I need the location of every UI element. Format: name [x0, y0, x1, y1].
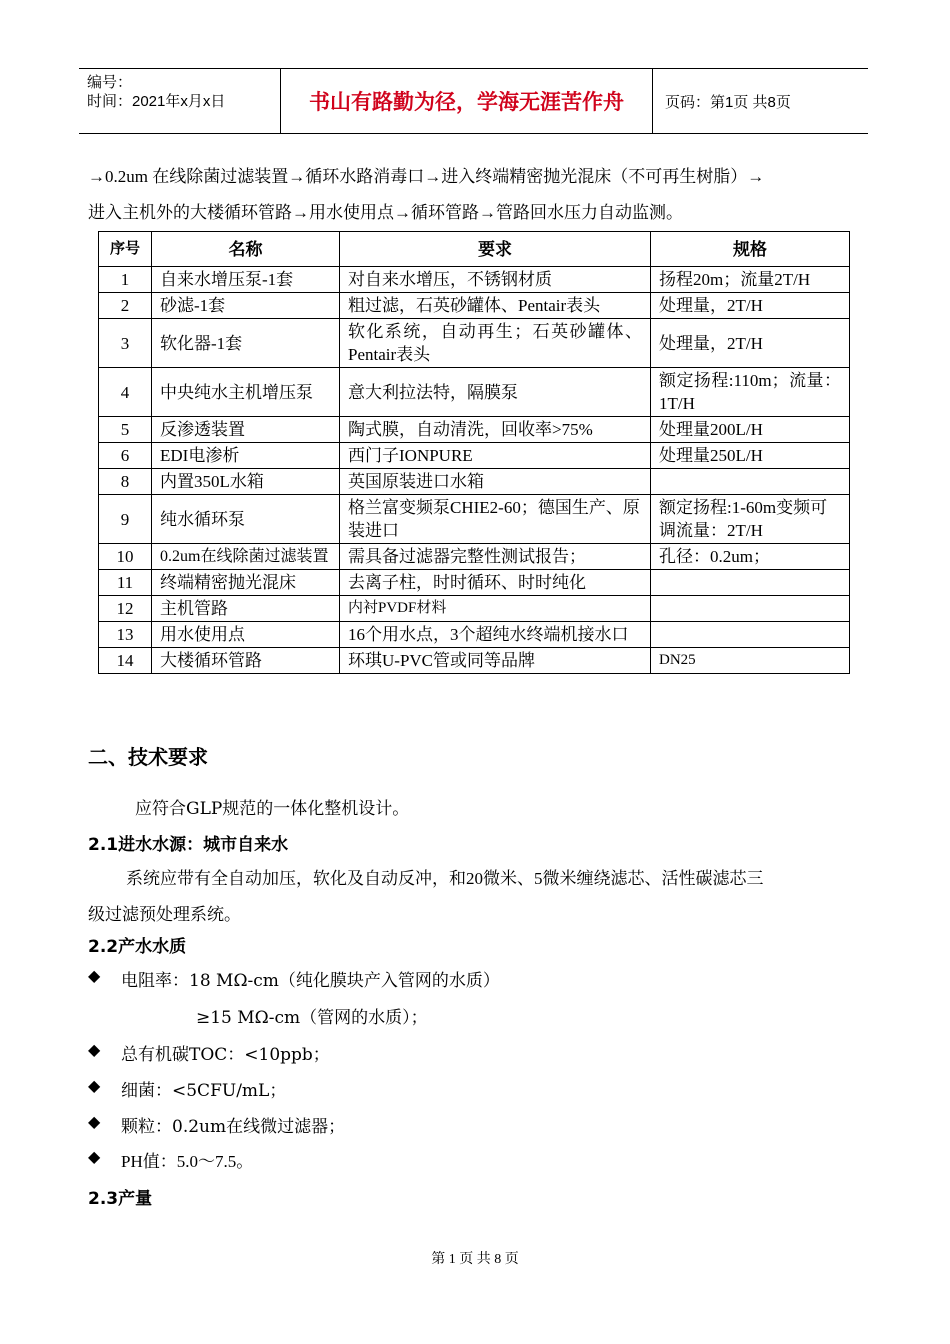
cell-spec: 额定扬程:1-60m变频可调流量：2T/H — [651, 495, 850, 544]
equipment-table — [98, 231, 850, 674]
intro-line-1: →0.2um 在线除菌过滤装置→循环水路消毒口→进入终端精密抛光混床（不可再生树脂）→ — [88, 167, 765, 186]
cell-spec: 处理量200L/H — [651, 417, 850, 443]
cell-name: 用水使用点 — [152, 622, 340, 648]
list-item-text: 电阻率：18 MΩ-cm（纯化膜块产入管网的水质） — [121, 971, 500, 991]
cell-spec: 扬程20m；流量2T/H — [651, 267, 850, 293]
table-row — [99, 267, 850, 293]
cell-index: 13 — [99, 622, 152, 648]
section-2-3-title: 2.3产量 — [88, 1189, 153, 1209]
cell-requirement: 需具备过滤器完整性测试报告； — [340, 544, 651, 570]
cell-spec — [651, 622, 850, 648]
table-row — [99, 319, 850, 368]
cell-index: 5 — [99, 417, 152, 443]
cell-requirement: 西门子IONPURE — [340, 443, 651, 469]
cell-name: 自来水增压泵-1套 — [152, 267, 340, 293]
table-header-row — [99, 232, 850, 267]
diamond-bullet-icon: ◆ — [88, 1149, 101, 1166]
diamond-bullet-icon: ◆ — [88, 1112, 101, 1131]
intro-line-2: 进入主机外的大楼循环管路→用水使用点→循环管路→管路回水压力自动监测。 — [88, 203, 683, 222]
cell-requirement: 对自来水增压，不锈钢材质 — [340, 267, 651, 293]
table-row — [99, 417, 850, 443]
list-item-text: 颗粒：0.2um在线微过滤器； — [121, 1117, 346, 1137]
cell-spec: 孔径：0.2um； — [651, 544, 850, 570]
section-2-intro: 应符合GLP规范的一体化整机设计。 — [135, 799, 410, 819]
table-row — [99, 648, 850, 674]
cell-requirement: 软化系统，自动再生；石英砂罐体、Pentair表头 — [340, 319, 651, 368]
cell-index: 14 — [99, 648, 152, 674]
table-row — [99, 469, 850, 495]
cell-name: 主机管路 — [152, 596, 340, 622]
cell-spec — [651, 469, 850, 495]
section-2-1-title: 2.1进水水源：城市自来水 — [88, 835, 289, 855]
cell-spec: 处理量250L/H — [651, 443, 850, 469]
table-row — [99, 293, 850, 319]
table-row — [99, 570, 850, 596]
cell-spec: DN25 — [651, 648, 850, 674]
col-header-name: 名称 — [152, 232, 340, 267]
list-item-text: 细菌：<5CFU/mL； — [121, 1081, 287, 1101]
cell-name: 大楼循环管路 — [152, 648, 340, 674]
cell-index: 2 — [99, 293, 152, 319]
cell-name: 纯水循环泵 — [152, 495, 340, 544]
cell-name: 内置350L水箱 — [152, 469, 340, 495]
table-row — [99, 544, 850, 570]
cell-index: 3 — [99, 319, 152, 368]
document-number: 编号： — [87, 74, 133, 91]
table-row — [99, 596, 850, 622]
cell-name: 软化器-1套 — [152, 319, 340, 368]
list-item — [88, 1076, 286, 1101]
cell-requirement: 格兰富变频泵CHIE2-60；德国生产、原装进口 — [340, 495, 651, 544]
cell-spec: 处理量，2T/H — [651, 319, 850, 368]
cell-spec — [651, 570, 850, 596]
cell-name: EDI电渗析 — [152, 443, 340, 469]
col-header-spec: 规格 — [651, 232, 850, 267]
cell-requirement: 英国原装进口水箱 — [340, 469, 651, 495]
table-row — [99, 443, 850, 469]
page-header — [79, 68, 868, 134]
cell-requirement: 环琪U-PVC管或同等品牌 — [340, 648, 651, 674]
cell-index: 4 — [99, 368, 152, 417]
cell-name: 中央纯水主机增压泵 — [152, 368, 340, 417]
cell-index: 10 — [99, 544, 152, 570]
document-date: 时间：2021年x月x日 — [87, 93, 226, 110]
list-item — [88, 1112, 345, 1137]
section-2-1-line-1: 系统应带有全自动加压，软化及自动反冲，和20微米、5微米缠绕滤芯、活性碳滤芯三 — [126, 869, 764, 888]
cell-name: 终端精密抛光混床 — [152, 570, 340, 596]
cell-name: 砂滤-1套 — [152, 293, 340, 319]
cell-spec: 处理量，2T/H — [651, 293, 850, 319]
page-footer: 第 1 页 共 8 页 — [431, 1252, 519, 1267]
list-item — [88, 1040, 330, 1065]
cell-index: 11 — [99, 570, 152, 596]
section-2-2-title: 2.2产水水质 — [88, 937, 187, 957]
table-row — [99, 495, 850, 544]
col-header-requirement: 要求 — [340, 232, 651, 267]
list-item — [88, 966, 500, 991]
cell-name: 0.2um在线除菌过滤装置 — [152, 544, 340, 570]
cell-index: 12 — [99, 596, 152, 622]
header-meta — [79, 69, 281, 133]
list-item-text: 总有机碳TOC：<10ppb； — [121, 1045, 330, 1065]
col-header-index: 序号 — [99, 232, 152, 267]
table-row — [99, 368, 850, 417]
header-slogan: 书山有路勤为径，学海无涯苦作舟 — [281, 69, 653, 133]
cell-spec — [651, 596, 850, 622]
section-2-1-line-2: 级过滤预处理系统。 — [88, 905, 241, 924]
cell-requirement: 内衬PVDF材料 — [340, 596, 651, 622]
diamond-bullet-icon: ◆ — [88, 1076, 101, 1095]
list-item — [88, 1147, 253, 1172]
cell-requirement: 陶式膜，自动清洗，回收率>75% — [340, 417, 651, 443]
diamond-bullet-icon: ◆ — [88, 1040, 101, 1059]
cell-index: 1 — [99, 267, 152, 293]
cell-requirement: 粗过滤，石英砂罐体、Pentair表头 — [340, 293, 651, 319]
cell-index: 9 — [99, 495, 152, 544]
cell-index: 8 — [99, 469, 152, 495]
diamond-bullet-icon: ◆ — [88, 966, 101, 985]
cell-index: 6 — [99, 443, 152, 469]
header-page-number: 页码：第1页 共8页 — [665, 93, 791, 111]
cell-requirement: 去离子柱，时时循环、时时纯化 — [340, 570, 651, 596]
cell-name: 反渗透装置 — [152, 417, 340, 443]
table-row — [99, 622, 850, 648]
cell-requirement: 16个用水点，3个超纯水终端机接水口 — [340, 622, 651, 648]
list-item-continuation: ≥15 MΩ-cm（管网的水质）； — [196, 1008, 428, 1028]
list-item-text: PH值：5.0～7.5。 — [121, 1152, 254, 1171]
section-2-title: 二、技术要求 — [88, 745, 208, 769]
cell-spec: 额定扬程:110m；流量：1T/H — [651, 368, 850, 417]
cell-requirement: 意大利拉法特，隔膜泵 — [340, 368, 651, 417]
